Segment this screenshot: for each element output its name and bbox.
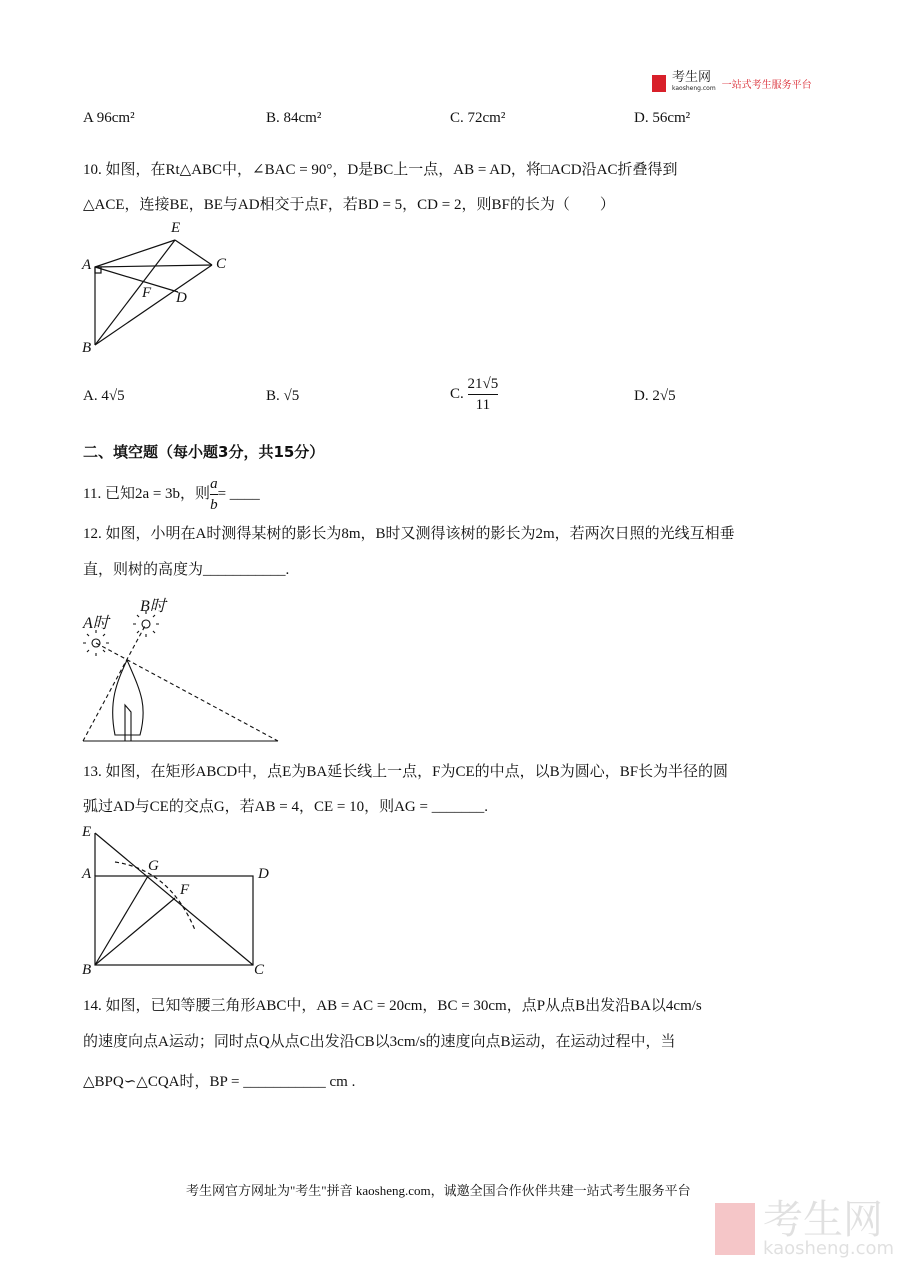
q9-option-a: A 96cm² [83, 110, 135, 126]
q11: 11. 已知2a = 3b，则 $\frac{a}{b}$ = ____ [83, 476, 260, 513]
q10-option-c: C. $\frac{21√5}{11}$ [450, 376, 499, 413]
q13-label-f: F [180, 882, 190, 898]
q10-label-a: A [82, 257, 92, 273]
brand-name: 考生网 [672, 70, 712, 85]
q14-line3: △BPQ∽△CQA时，BP = ___________ cm . [83, 1074, 356, 1090]
q10-label-b: B [82, 340, 92, 356]
section-heading: 二、填空题（每小题3分，共15分） [83, 443, 325, 461]
q12-line2: 直，则树的高度为___________. [83, 562, 290, 578]
q9-option-c: C. 72cm² [450, 110, 506, 126]
brand-sub: kaosheng.com [672, 85, 716, 92]
q13-label-b: B [82, 962, 92, 978]
q10-label-d: D [176, 290, 187, 306]
q14-line2: 的速度向点A运动；同时点Q从点C出发沿CB以3cm/s的速度向点B运动，在运动过程中，当 [83, 1034, 676, 1050]
q10-option-a: A. 4√5 [83, 388, 125, 404]
q13-label-a: A [82, 866, 92, 882]
q13-label-c: C [254, 962, 265, 978]
q13-line2: 弧过AD与CE的交点G，若AB = 4，CE = 10，则AG = _______. [83, 799, 488, 815]
q12-line1: 12. 如图，小明在A时测得某树的影长为8m，B时又测得该树的影长为2m，若两次日照的光线互相垂 [83, 526, 735, 542]
q9-option-d: D. 56cm² [634, 110, 691, 126]
q10-label-e: E [171, 220, 181, 236]
q10-label-f: F [142, 285, 152, 301]
q10-option-d: D. 2√5 [634, 388, 676, 404]
q13-label-g: G [148, 858, 159, 874]
q13-label-d: D [258, 866, 269, 882]
brand-slogan: 一站式考生服务平台 [721, 79, 812, 91]
q10-option-b: B. √5 [266, 388, 300, 404]
footer-text: 考生网官方网址为"考生"拼音 kaosheng.com，诚邀全国合作伙伴共建一站式考生服务平台 [186, 1183, 691, 1198]
q13-line1: 13. 如图，在矩形ABCD中，点E为BA延长线上一点，F为CE的中点，以B为圆心，BF长为半径的圆 [83, 764, 729, 780]
q9-option-b: B. 84cm² [266, 110, 322, 126]
q10-line1: 10. 如图，在Rt△ABC中，∠BAC = 90°，D是BC上一点，AB = AD，将□ACD沿AC折叠得到 [83, 162, 678, 178]
watermark-logo: 考生网 kaosheng.com [715, 1200, 894, 1258]
q10-label-c: C [216, 256, 227, 272]
q12-label-b-time: B时 [140, 598, 166, 615]
q14-line1: 14. 如图，已知等腰三角形ABC中，AB = AC = 20cm，BC = 30cm，点P从点B出发沿BA以4cm/s [83, 998, 702, 1014]
q10-line2: △ACE，连接BE，BE与AD相交于点F，若BD = 5，CD = 2，则BF的长为（ ） [83, 197, 615, 213]
q13-label-e: E [82, 824, 92, 840]
watermark-mark-icon [715, 1203, 755, 1255]
q12-label-a-time: A时 [83, 615, 109, 632]
